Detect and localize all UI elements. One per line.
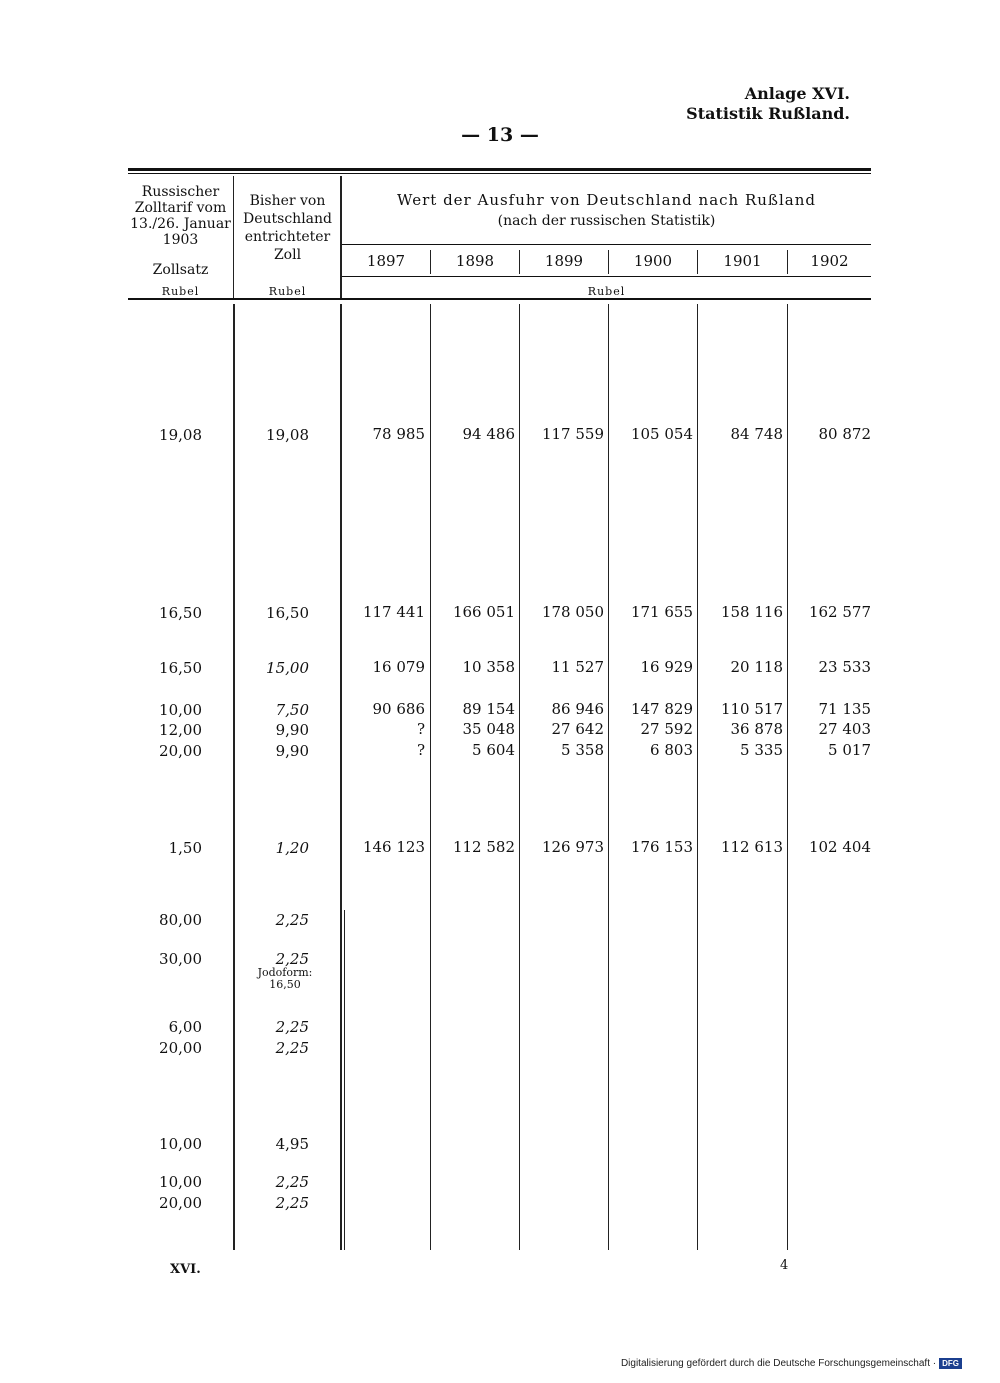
tariff-rate: 80,00: [159, 911, 202, 929]
col1-heading-line: Russischer: [141, 184, 220, 200]
tariff-rate: 10,00: [159, 701, 202, 719]
export-value-cell: 110 517: [720, 700, 783, 718]
export-value-cell: 158 116: [720, 603, 783, 621]
year-heading: 1901: [723, 252, 762, 270]
export-value-cell: 6 803: [650, 741, 693, 759]
year-heading: 1897: [366, 252, 406, 270]
tariff-rate: 16,50: [159, 659, 202, 677]
col2-heading-line: Bisher von: [249, 193, 326, 209]
col2-heading-line: Zoll: [273, 247, 302, 263]
export-value-cell: 5 335: [740, 741, 783, 759]
tariff-rate: 19,08: [159, 426, 202, 444]
export-value-cell: 94 486: [462, 425, 515, 443]
export-value-cell: 126 973: [541, 838, 604, 856]
export-value-cell: 27 642: [551, 720, 604, 738]
year-heading: 1902: [810, 252, 849, 270]
export-value-cell: 162 577: [808, 603, 871, 621]
previous-duty: 9,90: [275, 721, 309, 739]
tariff-rate: 16,50: [159, 604, 202, 622]
col2-heading-line: Deutschland: [243, 211, 332, 227]
tariff-rate: 10,00: [159, 1135, 202, 1153]
export-value-cell: 102 404: [808, 838, 871, 856]
previous-duty: 2,25: [275, 1194, 309, 1212]
year-heading: 1899: [544, 252, 584, 270]
export-value-cell: 89 154: [462, 700, 515, 718]
col-divider-2b: [344, 910, 345, 1250]
export-value-cell: 20 118: [730, 658, 783, 676]
year-col-divider: [519, 304, 520, 1250]
export-value-cell: 10 358: [462, 658, 515, 676]
appendix-label: Anlage XVI.: [744, 84, 850, 103]
col2-unit: Rubel: [268, 285, 307, 298]
export-value-cell: ?: [416, 720, 425, 738]
export-value-cell: 166 051: [452, 603, 515, 621]
year-heading: 1898: [455, 252, 495, 270]
table-top-rule-thin: [128, 173, 871, 174]
tariff-rate: 1,50: [168, 839, 202, 857]
footer-sheet-number: 4: [780, 1258, 789, 1273]
previous-duty: 4,95: [275, 1135, 309, 1153]
col2-heading: [235, 192, 340, 264]
col1-subheading: Zollsatz: [152, 262, 209, 278]
previous-duty: 2,25: [275, 1173, 309, 1191]
year-col-divider: [430, 304, 431, 1250]
dfg-credit-text: Digitalisierung gefördert durch die Deutsche Forschungsgemeinschaft ·: [620, 1358, 937, 1369]
export-value-cell: 27 592: [640, 720, 693, 738]
previous-duty: 1,20: [275, 839, 309, 857]
col1-heading-line: Zolltarif vom: [134, 200, 227, 216]
footer-signature: XVI.: [170, 1262, 201, 1277]
export-value-cell: 27 403: [818, 720, 871, 738]
year-col-divider: [697, 304, 698, 1250]
previous-duty: 16,50: [266, 604, 309, 622]
export-value-cell: 11 527: [551, 658, 604, 676]
export-value-cell: 112 613: [720, 838, 783, 856]
previous-duty: 15,00: [266, 659, 309, 677]
page-number: — 13 —: [461, 124, 539, 146]
previous-duty: 9,90: [275, 742, 309, 760]
export-value-cell: 16 079: [372, 658, 425, 676]
previous-duty: 2,25: [275, 911, 309, 929]
export-value-cell: 117 559: [541, 425, 604, 443]
export-value-cell: 178 050: [541, 603, 604, 621]
export-value-cell: 117 441: [362, 603, 425, 621]
export-value-cell: 176 153: [630, 838, 693, 856]
previous-duty: 2,25: [275, 1018, 309, 1036]
tariff-rate: 10,00: [159, 1173, 202, 1191]
previous-duty: 2,25: [275, 1039, 309, 1057]
tariff-rate: 30,00: [159, 950, 202, 968]
export-value-cell: 147 829: [630, 700, 693, 718]
years-rule-bottom: [342, 276, 871, 277]
previous-duty: 19,08: [266, 426, 309, 444]
export-value-cell: 5 604: [472, 741, 515, 759]
tariff-rate: 20,00: [159, 1194, 202, 1212]
years-rule-top: [342, 244, 871, 245]
dfg-credit: [621, 1358, 962, 1369]
export-value-cell: 84 748: [730, 425, 783, 443]
export-title: Wert der Ausfuhr von Deutschland nach Rußland: [397, 191, 816, 209]
previous-duty: 7,50: [275, 701, 309, 719]
export-value-cell: 23 533: [818, 658, 871, 676]
export-value-cell: ?: [416, 741, 425, 759]
export-value-cell: 105 054: [630, 425, 693, 443]
export-value-cell: 90 686: [372, 700, 425, 718]
tariff-rate: 12,00: [159, 721, 202, 739]
iodoform-note-line: 16,50: [269, 978, 301, 991]
iodoform-note: [252, 967, 318, 991]
export-unit: Rubel: [587, 285, 626, 298]
iodoform-note-line: Jodoform:: [257, 966, 313, 979]
col2-heading-line: entrichteter: [244, 229, 331, 245]
year-col-divider: [787, 304, 788, 1250]
export-value-cell: 71 135: [818, 700, 871, 718]
export-value-cell: 78 985: [372, 425, 425, 443]
dfg-logo-icon: DFG: [939, 1358, 962, 1369]
tariff-rate: 20,00: [159, 1039, 202, 1057]
year-col-divider: [608, 304, 609, 1250]
statistics-label: Statistik Rußland.: [686, 104, 850, 123]
col-divider-1: [233, 304, 235, 1250]
export-value-cell: 171 655: [630, 603, 693, 621]
previous-duty: 2,25: [275, 950, 309, 968]
col-divider-2: [340, 304, 342, 1250]
col1-heading: [128, 184, 233, 248]
table-top-rule: [128, 168, 871, 171]
col-divider-1-header: [233, 176, 234, 298]
export-value-cell: 16 929: [640, 658, 693, 676]
export-subtitle: (nach der russischen Statistik): [497, 213, 716, 229]
col1-unit: Rubel: [161, 285, 200, 298]
tariff-rate: 6,00: [168, 1018, 202, 1036]
export-value-cell: 112 582: [452, 838, 515, 856]
export-value-cell: 146 123: [362, 838, 425, 856]
col1-heading-line: 1903: [162, 232, 199, 248]
year-heading: 1900: [633, 252, 673, 270]
export-value-cell: 5 017: [828, 741, 871, 759]
export-value-cell: 36 878: [730, 720, 783, 738]
col1-heading-line: 13./26. Januar: [130, 216, 231, 232]
export-value-cell: 5 358: [561, 741, 604, 759]
export-value-cell: 35 048: [462, 720, 515, 738]
tariff-rate: 20,00: [159, 742, 202, 760]
export-value-cell: 86 946: [551, 700, 604, 718]
export-value-cell: 80 872: [818, 425, 871, 443]
